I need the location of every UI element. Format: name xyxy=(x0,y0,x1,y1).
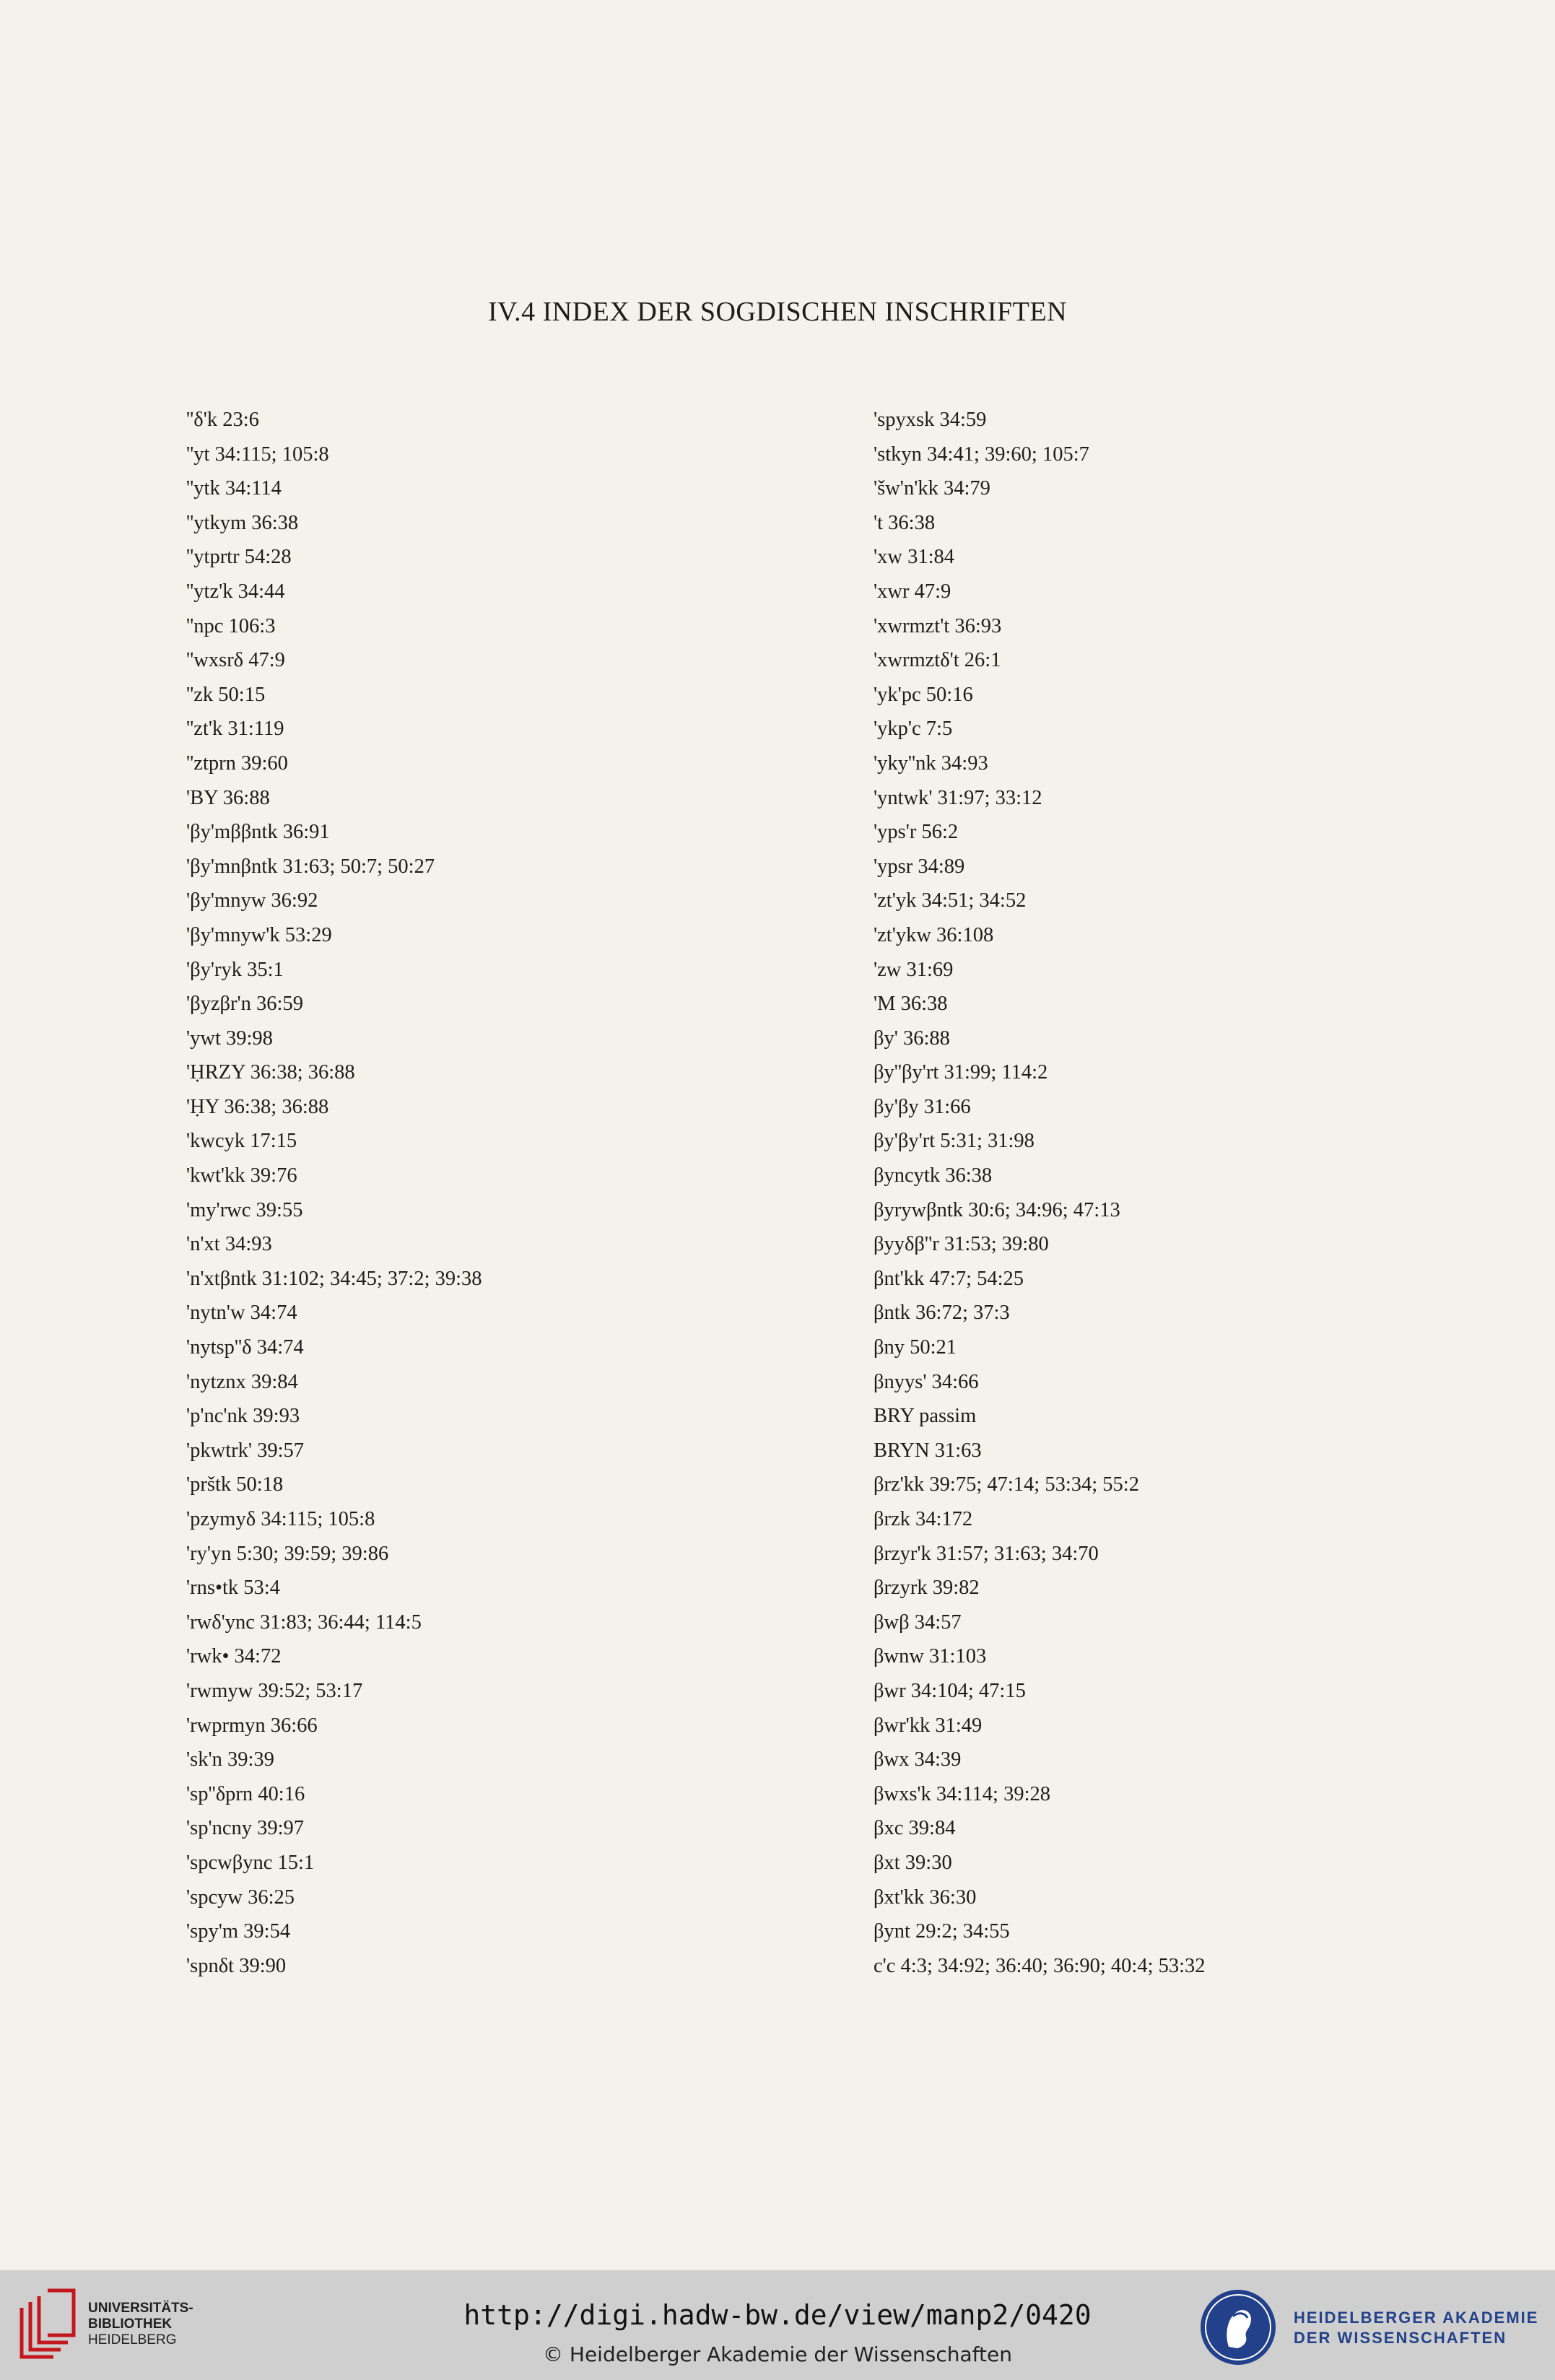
index-entry: 'spcwβync 15:1 xyxy=(186,1851,315,1874)
index-entry: βntk 36:72; 37:3 xyxy=(874,1302,1010,1325)
index-entry: 'prštk 50:18 xyxy=(186,1473,284,1496)
index-entry: βrzyrk 39:82 xyxy=(874,1577,980,1600)
index-entry: 'ḤRZY 36:38; 36:88 xyxy=(186,1061,355,1084)
index-entry: βwxs'k 34:114; 39:28 xyxy=(874,1782,1051,1805)
index-entry: 'pzymyδ 34:115; 105:8 xyxy=(186,1508,375,1530)
index-entry: ''yt 34:115; 105:8 xyxy=(186,443,329,466)
ub-name-line-1: UNIVERSITÄTS- xyxy=(88,2301,193,2316)
index-entry: 'rwk• 34:72 xyxy=(186,1645,282,1668)
index-entry: 'rwprmyn 36:66 xyxy=(186,1714,318,1737)
index-entry: 'spnδt 39:90 xyxy=(186,1954,287,1977)
index-entry: 'xwrmzt't 36:93 xyxy=(874,614,1002,637)
index-entry: 'ḤY 36:38; 36:88 xyxy=(186,1095,329,1118)
index-entry: 'ywt 39:98 xyxy=(186,1026,273,1050)
index-entry: βxt 39:30 xyxy=(874,1851,952,1874)
footer-bar xyxy=(0,2270,1555,2380)
index-entry: βyncytk 36:38 xyxy=(874,1164,993,1187)
index-entry: 'n'xtβntk 31:102; 34:45; 37:2; 39:38 xyxy=(186,1267,482,1290)
index-entry: 'βy'mnyw'k 53:29 xyxy=(186,923,332,946)
index-entry: ''ytz'k 34:44 xyxy=(186,580,285,603)
index-entry: ''zt'k 31:119 xyxy=(186,718,284,741)
index-entry: ''wxsrδ 47:9 xyxy=(186,649,285,672)
index-entry: βrzk 34:172 xyxy=(874,1508,973,1530)
index-entry: 'ry'yn 5:30; 39:59; 39:86 xyxy=(186,1542,389,1565)
index-entry: 'spyxsk 34:59 xyxy=(874,409,987,431)
index-entry: 'rwδ'ync 31:83; 36:44; 114:5 xyxy=(186,1610,422,1634)
index-entry: 'kwt'kk 39:76 xyxy=(186,1164,297,1187)
index-entry: ''ztprn 39:60 xyxy=(186,751,288,775)
index-column-right xyxy=(874,403,1206,1983)
academy-seal-icon[interactable] xyxy=(1198,2288,1278,2367)
index-entry: c'c 4:3; 34:92; 36:40; 36:90; 40:4; 53:32 xyxy=(874,1954,1206,1977)
index-entry: 'stkyn 34:41; 39:60; 105:7 xyxy=(874,443,1089,466)
index-entry: 'βy'mnβntk 31:63; 50:7; 50:27 xyxy=(186,855,435,878)
index-entry: βxc 39:84 xyxy=(874,1817,956,1840)
index-entry: ''δ'k 23:6 xyxy=(186,409,259,431)
index-entry: 'xwrmztδ't 26:1 xyxy=(874,649,1001,672)
index-entry: 'my'rwc 39:55 xyxy=(186,1198,303,1221)
index-entry: 'nytznx 39:84 xyxy=(186,1370,298,1393)
index-entry: 'ypsr 34:89 xyxy=(874,855,965,878)
index-entry: βrz'kk 39:75; 47:14; 53:34; 55:2 xyxy=(874,1473,1139,1496)
index-entry: 'xw 31:84 xyxy=(874,546,955,569)
index-entry: 'M 36:38 xyxy=(874,993,948,1016)
index-entry: βy'βy'rt 5:31; 31:98 xyxy=(874,1130,1035,1153)
index-entry: ''ytk 34:114 xyxy=(186,477,282,500)
index-entry: 'βy'ryk 35:1 xyxy=(186,958,284,981)
index-entry: βnt'kk 47:7; 54:25 xyxy=(874,1267,1024,1290)
index-entry: 'ykp'c 7:5 xyxy=(874,718,953,741)
index-entry: 'spy'm 39:54 xyxy=(186,1920,291,1943)
index-entry: βny 50:21 xyxy=(874,1336,957,1359)
index-entry: βwr'kk 31:49 xyxy=(874,1714,983,1737)
index-entry: βyrywβntk 30:6; 34:96; 47:13 xyxy=(874,1198,1120,1221)
index-entry: βrzyr'k 31:57; 31:63; 34:70 xyxy=(874,1542,1099,1565)
index-entry: 'βy'mββntk 36:91 xyxy=(186,821,330,844)
academy-name-line-1: HEIDELBERGER AKADEMIE xyxy=(1294,2309,1539,2327)
index-entry: BRY passim xyxy=(874,1405,977,1428)
index-entry: BRYN 31:63 xyxy=(874,1439,982,1462)
index-entry: 't 36:38 xyxy=(874,511,936,534)
index-entry: 'nytn'w 34:74 xyxy=(186,1302,297,1325)
index-entry: 'zw 31:69 xyxy=(874,958,954,981)
index-entry: 'sk'n 39:39 xyxy=(186,1748,274,1771)
index-entry: ''npc 106:3 xyxy=(186,614,276,637)
index-entry: ''ytprtr 54:28 xyxy=(186,546,292,569)
index-entry: 'xwr 47:9 xyxy=(874,580,951,603)
index-entry: βxt'kk 36:30 xyxy=(874,1886,977,1909)
index-entry: 'spcyw 36:25 xyxy=(186,1886,295,1909)
index-entry: 'yky''nk 34:93 xyxy=(874,751,988,775)
index-entry: 'yntwk' 31:97; 33:12 xyxy=(874,786,1042,809)
index-entry: 'βyzβr'n 36:59 xyxy=(186,993,303,1016)
index-entry: 'n'xt 34:93 xyxy=(186,1233,272,1256)
index-entry: βwr 34:104; 47:15 xyxy=(874,1679,1026,1702)
index-entry: 'šw'n'kk 34:79 xyxy=(874,477,990,500)
copyright-notice: © Heidelberger Akademie der Wissenschaften xyxy=(542,2342,1012,2366)
index-entry: ''zk 50:15 xyxy=(186,683,266,706)
index-entry: βy'βy 31:66 xyxy=(874,1095,971,1118)
index-entry: 'sp'ncny 39:97 xyxy=(186,1817,305,1840)
index-entry: 'yps'r 56:2 xyxy=(874,821,959,844)
index-entry: ''ytkym 36:38 xyxy=(186,511,299,534)
index-entry: 'kwcyk 17:15 xyxy=(186,1130,297,1153)
index-entry: βyyδβ''r 31:53; 39:80 xyxy=(874,1233,1049,1256)
index-entry: βy''βy'rt 31:99; 114:2 xyxy=(874,1061,1048,1084)
index-entry: 'zt'yk 34:51; 34:52 xyxy=(874,889,1027,912)
index-entry: 'nytsp''δ 34:74 xyxy=(186,1336,304,1359)
index-title: IV.4 INDEX DER SOGDISCHEN INSCHRIFTEN xyxy=(487,297,1068,327)
index-entry: βwβ 34:57 xyxy=(874,1610,962,1634)
index-entry: 'rns•tk 53:4 xyxy=(186,1577,280,1600)
permalink-url[interactable]: http://digi.hadw-bw.de/view/manp2/0420 xyxy=(463,2299,1092,2331)
academy-name-line-2: DER WISSENSCHAFTEN xyxy=(1294,2329,1507,2347)
index-entry: 'p'nc'nk 39:93 xyxy=(186,1405,300,1428)
ub-name-line-3: HEIDELBERG xyxy=(88,2332,177,2348)
index-entry: βwnw 31:103 xyxy=(874,1645,987,1668)
index-entry: βwx 34:39 xyxy=(874,1748,962,1771)
index-entry: 'sp''δprn 40:16 xyxy=(186,1782,305,1805)
index-entry: βnyys' 34:66 xyxy=(874,1370,979,1393)
index-entry: βy' 36:88 xyxy=(874,1026,950,1050)
index-entry: 'rwmyw 39:52; 53:17 xyxy=(186,1679,363,1702)
index-entry: 'pkwtrk' 39:57 xyxy=(186,1439,305,1462)
ub-name-line-2: BIBLIOTHEK xyxy=(88,2316,173,2332)
index-column-left xyxy=(186,403,482,1983)
academy-name xyxy=(1294,2308,1538,2348)
index-entry: 'zt'ykw 36:108 xyxy=(874,923,994,946)
index-entry: 'BY 36:88 xyxy=(186,786,270,809)
index-entry: βynt 29:2; 34:55 xyxy=(874,1920,1010,1943)
index-entry: 'yk'pc 50:16 xyxy=(874,683,973,706)
index-entry: 'βy'mnyw 36:92 xyxy=(186,889,318,912)
